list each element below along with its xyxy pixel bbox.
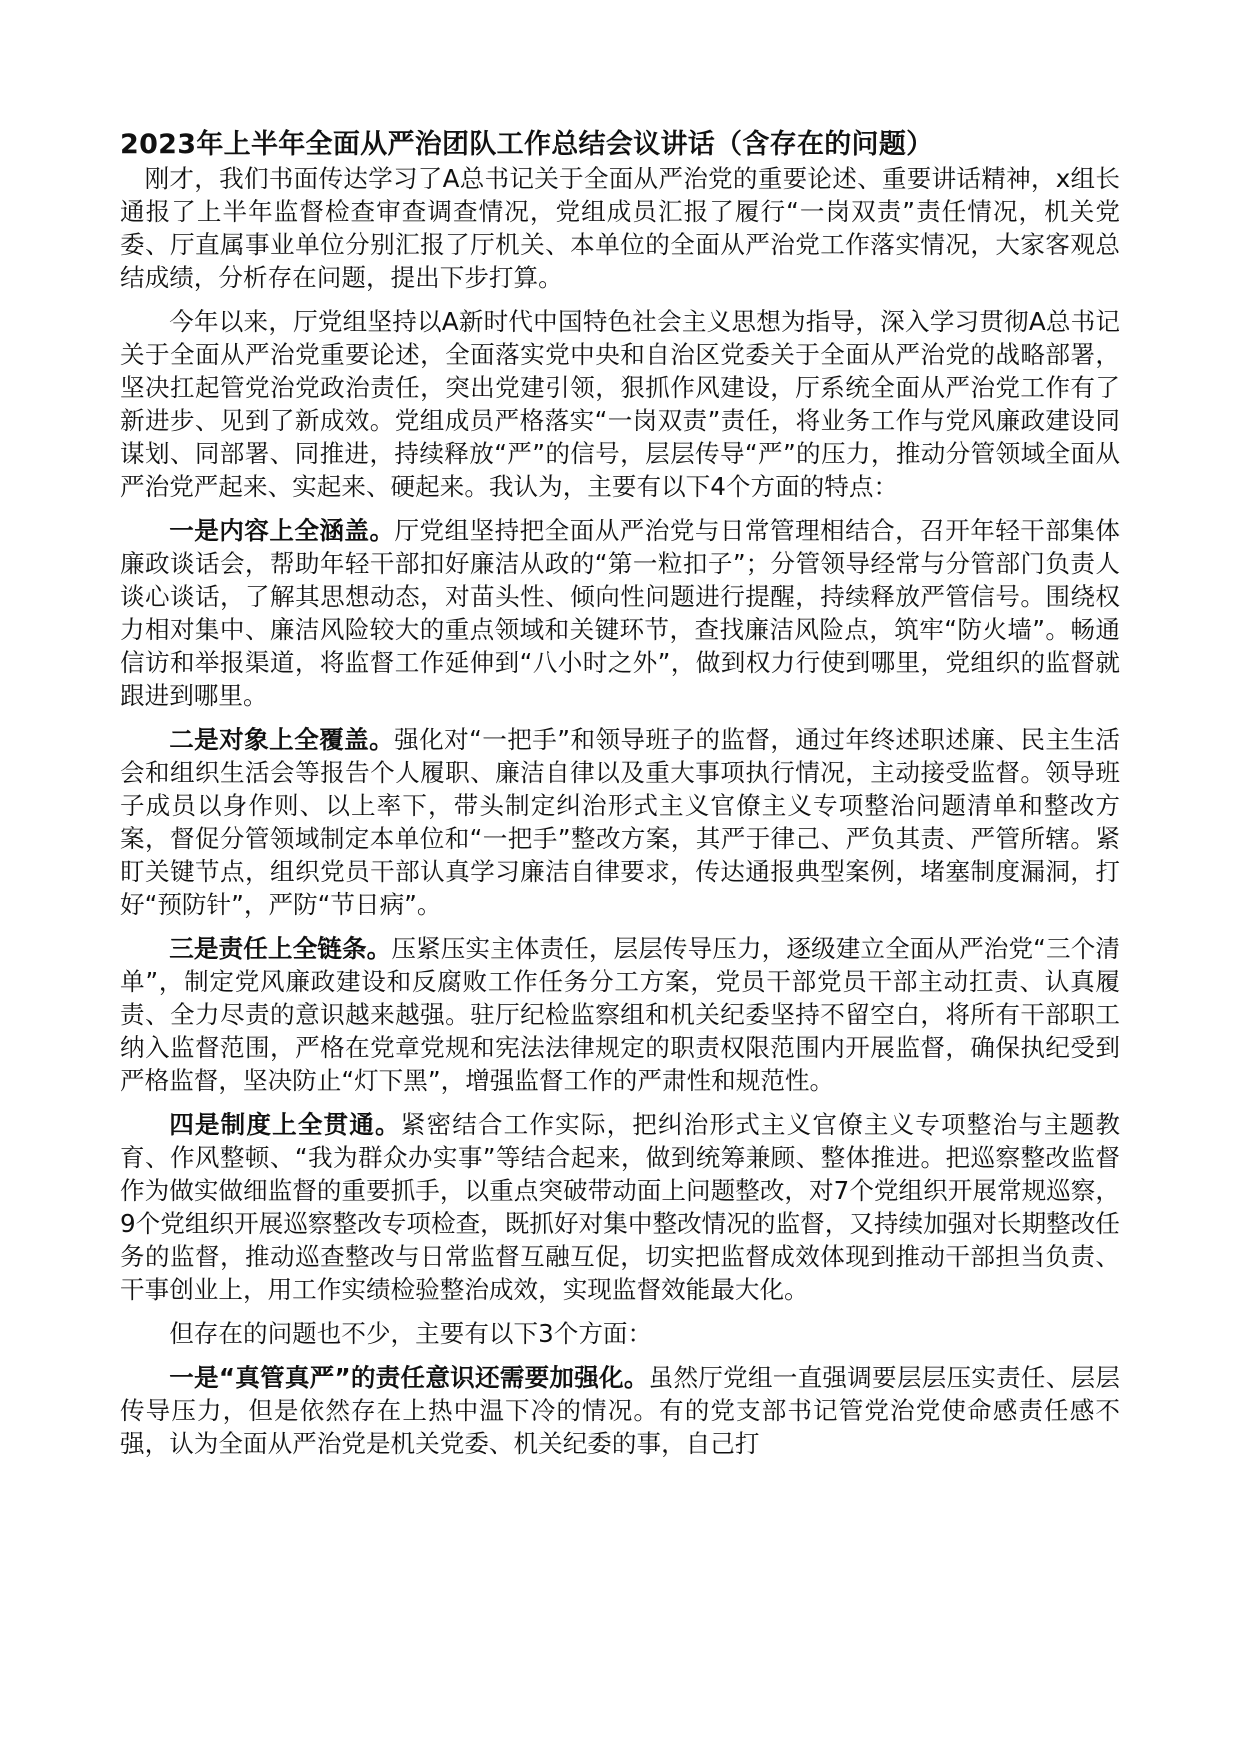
paragraph-text: 压紧压实主体责任，层层传导压力，逐级建立全面从严治党“三个清单”，制定党风廉政建设和反腐败工作任务分工方案，党员干部党员干部主动扛责、认真履责、全力尽责的意识越来越强。驻厅纪检监察组和机关纪委坚持不留空白，将所有干部职工纳入监督范围，严格在党章党规和宪法法律规定的职责权限范围内开展监督，确保执纪受到严格监督，坚决防止“灯下黑”，增强监督工作的严肃性和规范性。 <box>120 934 1120 1095</box>
paragraph-7 <box>120 1317 1120 1350</box>
paragraph-lead: 三是责任上全链条。 <box>169 934 392 963</box>
paragraph-8 <box>120 1361 1120 1460</box>
paragraph-2 <box>120 305 1120 503</box>
paragraph-lead: 四是制度上全贯通。 <box>169 1110 401 1139</box>
paragraph-text: 今年以来，厅党组坚持以A新时代中国特色社会主义思想为指导，深入学习贯彻A总书记关于全面从严治党重要论述，全面落实党中央和自治区党委关于全面从严治党的战略部署，坚决扛起管党治党政治责任，突出党建引领，狠抓作风建设，厅系统全面从严治党工作有了新进步、见到了新成效。党组成员严格落实“一岗双责”责任，将业务工作与党风廉政建设同谋划、同部署、同推进，持续释放“严”的信号，层层传导“严”的压力，推动分管领域全面从严治党严起来、实起来、硬起来。我认为，主要有以下4个方面的特点： <box>120 307 1120 501</box>
paragraph-lead: 一是“真管真严”的责任意识还需要加强化。 <box>169 1363 649 1392</box>
paragraph-text: 虽然厅党组一直强调要层层压实责任、层层传导压力，但是依然存在上热中温下冷的情况。有的党支部书记管党治党使命感责任感不强，认为全面从严治党是机关党委、机关纪委的事，自己打 <box>120 1363 1120 1458</box>
paragraph-text: 厅党组坚持把全面从严治党与日常管理相结合，召开年轻干部集体廉政谈话会，帮助年轻干部扣好廉洁从政的“第一粒扣子”；分管领导经常与分管部门负责人谈心谈话，了解其思想动态，对苗头性、倾向性问题进行提醒，持续释放严管信号。围绕权力相对集中、廉洁风险较大的重点领域和关键环节，查找廉洁风险点，筑牢“防火墙”。畅通信访和举报渠道，将监督工作延伸到“八小时之外”，做到权力行使到哪里，党组织的监督就跟进到哪里。 <box>120 516 1120 710</box>
paragraph-text: 刚才，我们书面传达学习了A总书记关于全面从严治党的重要论述、重要讲话精神，x组长通报了上半年监督检查审查调查情况，党组成员汇报了履行“一岗双责”责任情况，机关党委、厅直属事业单位分别汇报了厅机关、本单位的全面从严治党工作落实情况，大家客观总结成绩，分析存在问题，提出下步打算。 <box>120 164 1120 292</box>
paragraph-lead: 二是对象上全覆盖。 <box>169 725 395 754</box>
paragraph-text: 紧密结合工作实际，把纠治形式主义官僚主义专项整治与主题教育、作风整顿、“我为群众办实事”等结合起来，做到统筹兼顾、整体推进。把巡察整改监督作为做实做细监督的重要抓手，以重点突破带动面上问题整改，对7个党组织开展常规巡察，9个党组织开展巡察整改专项检查，既抓好对集中整改情况的监督，又持续加强对长期整改任务的监督，推动巡查整改与日常监督互融互促，切实把监督成效体现到推动干部担当负责、干事创业上，用工作实绩检验整治成效，实现监督效能最大化。 <box>120 1110 1120 1304</box>
paragraph-text: 强化对“一把手”和领导班子的监督，通过年终述职述廉、民主生活会和组织生活会等报告个人履职、廉洁自律以及重大事项执行情况，主动接受监督。领导班子成员以身作则、以上率下，带头制定纠治形式主义官僚主义专项整治问题清单和整改方案，督促分管领域制定本单位和“一把手”整改方案，其严于律己、严负其责、严管所辖。紧盯关键节点，组织党员干部认真学习廉洁自律要求，传达通报典型案例，堵塞制度漏洞，打好“预防针”，严防“节日病”。 <box>120 725 1120 919</box>
paragraph-6 <box>120 1108 1120 1306</box>
paragraph-3 <box>120 514 1120 712</box>
document-title: 2023年上半年全面从严治团队工作总结会议讲话（含存在的问题） <box>120 129 934 160</box>
paragraph-1 <box>120 162 1120 294</box>
paragraph-5 <box>120 932 1120 1097</box>
paragraph-text: 但存在的问题也不少，主要有以下3个方面： <box>169 1319 653 1348</box>
document-page <box>120 128 1120 1471</box>
paragraph-4 <box>120 723 1120 921</box>
paragraph-lead: 一是内容上全涵盖。 <box>169 516 395 545</box>
